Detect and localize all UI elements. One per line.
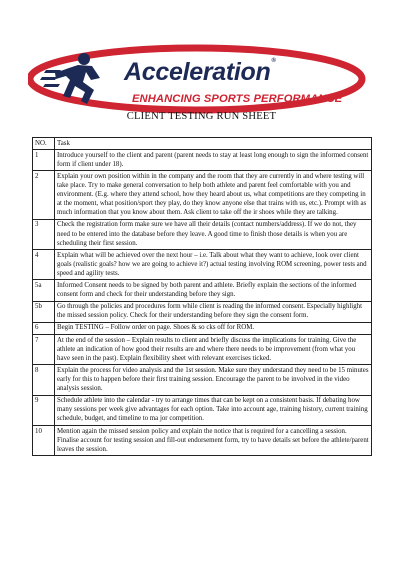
table-row <box>33 280 372 301</box>
row-task: Explain your own position within in the company and the room that they are currently in and where testing will take place. Try to make general conversation to help both athlete and parent feel comfortable with you and environment. (E.g. where they attend school, how they heard about us, what competitions are they competing in at the moment, what position/sport they play, do they know anyone else that trains with us, etc.). Prompt with as much information that you know about them. Ask client to take off the ir shoes while they are talking. <box>55 171 372 220</box>
row-number: 2 <box>33 171 55 220</box>
table-row <box>33 301 372 322</box>
table-row <box>33 322 372 334</box>
row-number: 9 <box>33 395 55 425</box>
row-number: 1 <box>33 150 55 171</box>
table-row <box>33 250 372 280</box>
row-task: Schedule athlete into the calendar - try to arrange times that can be kept on a consistent basis. If debating how many sessions per week give advantages for each option. Take into account age, training history, current training schedule, budget, and timeline to ma jor competition. <box>55 395 372 425</box>
header-no: NO. <box>33 138 55 150</box>
brand-name: Acceleration® <box>124 58 276 86</box>
table-header-row <box>33 138 372 150</box>
row-task: Introduce yourself to the client and parent (parent needs to stay at least long enough to sign the informed consent form if client under 18). <box>55 150 372 171</box>
row-number: 5b <box>33 301 55 322</box>
row-number: 6 <box>33 322 55 334</box>
table-row <box>33 150 372 171</box>
brand-tagline: ENHANCING SPORTS PERFORMANCE <box>132 93 343 105</box>
row-number: 7 <box>33 334 55 364</box>
row-number: 3 <box>33 219 55 249</box>
page-title: CLIENT TESTING RUN SHEET <box>126 111 277 122</box>
row-task: At the end of the session – Explain results to client and briefly discuss the implications for training. Give the athlete an indication of how good their results are and where there needs to be improvement (from what you have seen in the past). Explain flexibility sheet with relevant exercises ticked. <box>55 334 372 364</box>
row-number: 5a <box>33 280 55 301</box>
row-task: Informed Consent needs to be signed by both parent and athlete. Briefly explain the sections of the informed consent form and check for their understanding before they sign. <box>55 280 372 301</box>
run-sheet-table <box>32 137 372 456</box>
table-row <box>33 219 372 249</box>
table-row <box>33 395 372 425</box>
row-task: Begin TESTING – Follow order on page. Shoes & so cks off for ROM. <box>55 322 372 334</box>
header-task: Task <box>55 138 372 150</box>
row-task: Explain what will be achieved over the next hour – i.e. Talk about what they want to achieve, look over client goals (realistic goals? how we are going to achieve it?) actual testing involving ROM screening, power tests and speed and agility tests. <box>55 250 372 280</box>
row-number: 10 <box>33 425 55 455</box>
table-row <box>33 365 372 395</box>
row-task: Go through the policies and procedures form while client is reading the informed consent. Especially highlight the missed session policy. Check for their understanding before they sign the consent form. <box>55 301 372 322</box>
table-row <box>33 334 372 364</box>
row-task: Mention again the missed session policy and explain the notice that is required for a cancelling a session. Finalise account for testing session and fill-out endorsement form, try to have details set before the athlete/parent leaves the session. <box>55 425 372 455</box>
table-row <box>33 171 372 220</box>
row-number: 8 <box>33 365 55 395</box>
row-task: Explain the process for video analysis and the 1st session. Make sure they understand they need to be 15 minutes early for this to happen before their first training session. Encourage the parent to be involved in the video analysis session. <box>55 365 372 395</box>
row-number: 4 <box>33 250 55 280</box>
table-row <box>33 425 372 455</box>
row-task: Check the registration form make sure we have all their details (contact numbers/address). If we do not, they need to be entered into the database before they leave. A good time to finish those details is when you are scheduling their first session. <box>55 219 372 249</box>
